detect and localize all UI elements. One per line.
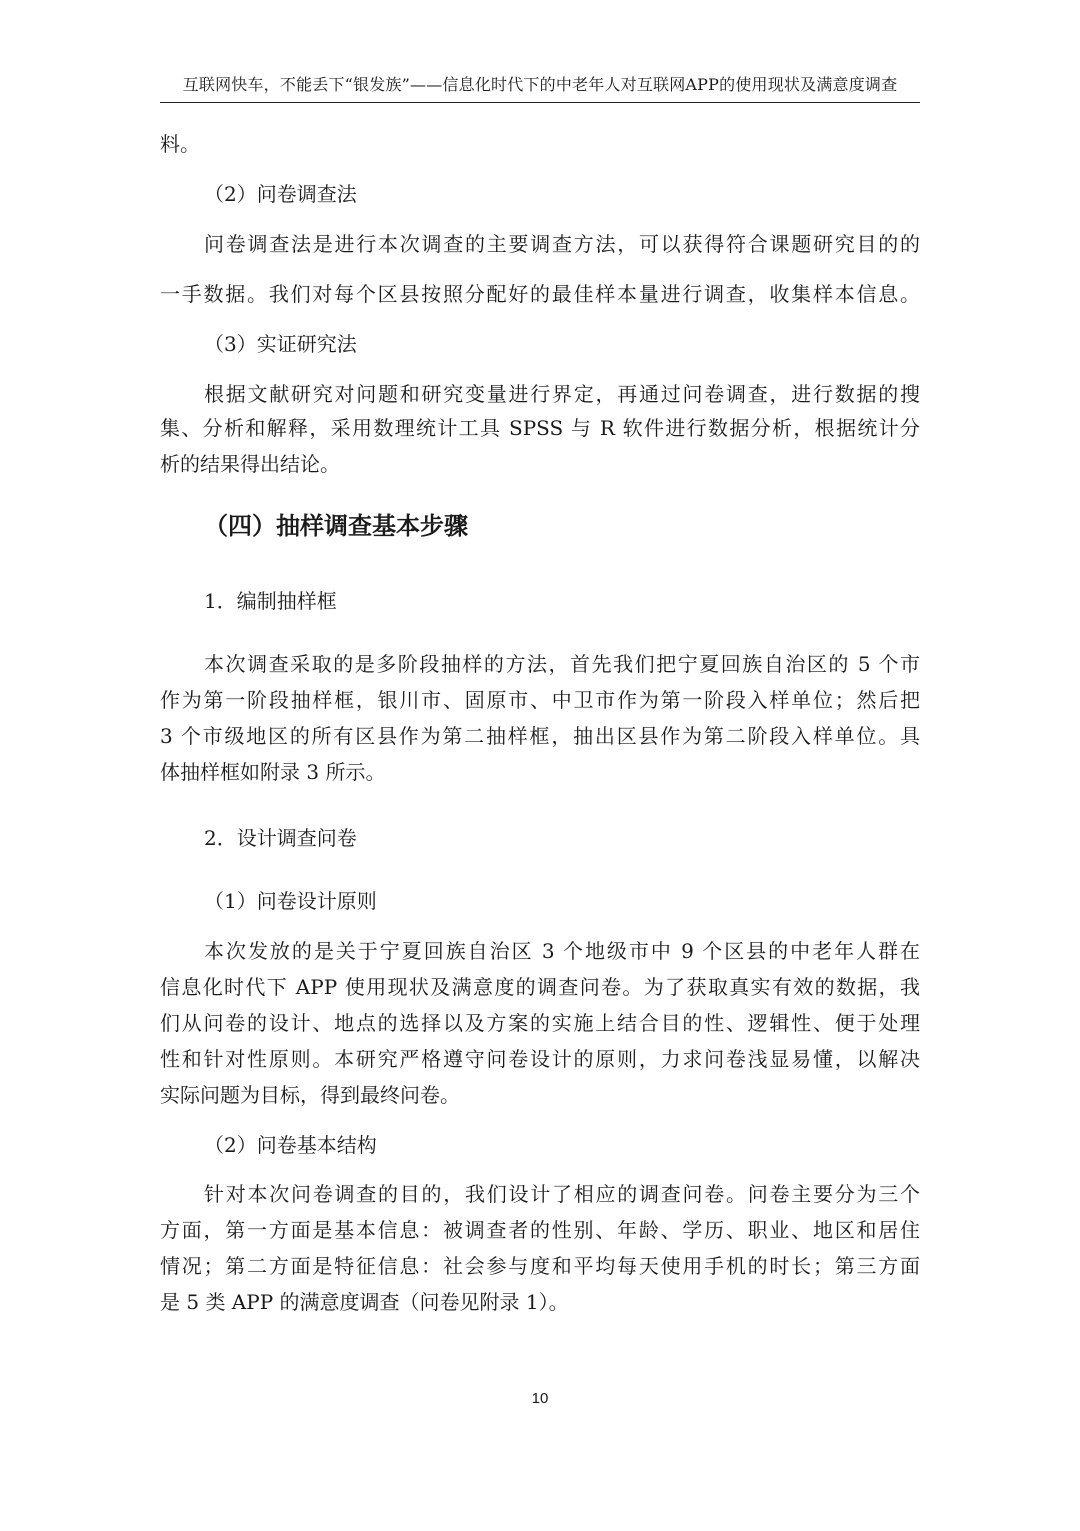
step-heading: 1．编制抽样框 (204, 589, 337, 613)
text-line: 3 个市级地区的所有区县作为第二抽样框，抽出区县作为第二阶段入样单位。具 (160, 724, 920, 748)
text-line: 析的结果得出结论。 (160, 452, 340, 476)
subsection-heading: （3）实证研究法 (204, 332, 357, 356)
text-line: 体抽样框如附录 3 所示。 (160, 760, 386, 784)
subsection-heading: （1）问卷设计原则 (204, 889, 377, 913)
step-heading: 2．设计调查问卷 (204, 826, 357, 850)
text-line: 情况；第二方面是特征信息：社会参与度和平均每天使用手机的时长；第三方面 (160, 1254, 920, 1278)
text-line: 信息化时代下 APP 使用现状及满意度的调查问卷。为了获取真实有效的数据，我 (160, 975, 920, 999)
subsection-heading: （2）问卷调查法 (204, 182, 357, 206)
text-line: 一手数据。我们对每个区县按照分配好的最佳样本量进行调查，收集样本信息。 (160, 282, 920, 306)
text-line: 是 5 类 APP 的满意度调查（问卷见附录 1）。 (160, 1290, 569, 1314)
section-title: （四）抽样调查基本步骤 (204, 512, 468, 540)
subsection-heading: （2）问卷基本结构 (204, 1133, 377, 1157)
text-line: 问卷调查法是进行本次调查的主要调查方法，可以获得符合课题研究目的的 (204, 232, 920, 256)
text-line: 本次发放的是关于宁夏回族自治区 3 个地级市中 9 个区县的中老年人群在 (204, 939, 920, 963)
text-line: 料。 (160, 132, 200, 156)
text-line: 本次调查采取的是多阶段抽样的方法，首先我们把宁夏回族自治区的 5 个市 (204, 652, 920, 676)
text-line: 集、分析和解释，采用数理统计工具 SPSS 与 R 软件进行数据分析，根据统计分 (160, 416, 920, 440)
text-line: 针对本次问卷调查的目的，我们设计了相应的调查问卷。问卷主要分为三个 (204, 1182, 920, 1206)
running-header: 互联网快车，不能丢下“银发族”——信息化时代下的中老年人对互联网APP的使用现状及满意度调查 (182, 75, 898, 94)
text-line: 方面，第一方面是基本信息：被调查者的性别、年龄、学历、职业、地区和居住 (160, 1218, 920, 1242)
text-line: 作为第一阶段抽样框，银川市、固原市、中卫市作为第一阶段入样单位；然后把 (160, 688, 920, 712)
text-line: 根据文献研究对问题和研究变量进行界定，再通过问卷调查，进行数据的搜 (204, 382, 920, 406)
header-rule (160, 102, 920, 103)
text-line: 们从问卷的设计、地点的选择以及方案的实施上结合目的性、逻辑性、便于处理 (160, 1011, 920, 1035)
text-line: 实际问题为目标，得到最终问卷。 (160, 1083, 460, 1107)
text-line: 性和针对性原则。本研究严格遵守问卷设计的原则，力求问卷浅显易懂，以解决 (160, 1047, 920, 1071)
page-number: 10 (531, 1390, 549, 1407)
